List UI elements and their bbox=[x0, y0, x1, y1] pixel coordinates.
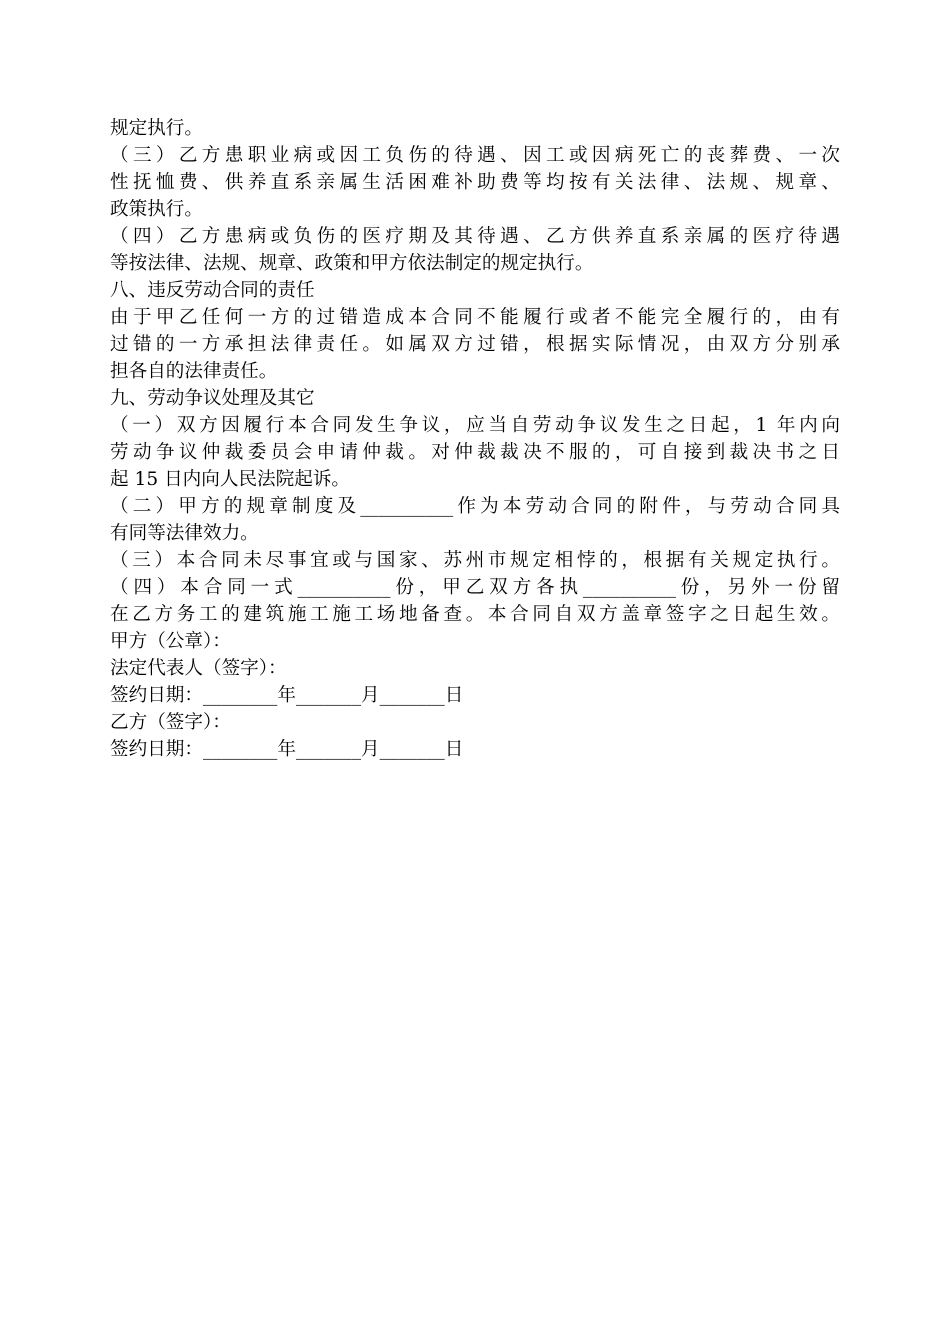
signature-party-b: 乙方（签字）： bbox=[110, 712, 231, 733]
section-heading: 九、劳动争议处理及其它 bbox=[110, 388, 315, 409]
signing-date-b: 签约日期：________年_______月_______日 bbox=[110, 739, 464, 760]
text-line: 在乙方务工的建筑施工施工场地备查。本合同自双方盖章签字之日起生效。 bbox=[110, 604, 840, 625]
signing-date-a: 签约日期：________年_______月_______日 bbox=[110, 685, 464, 706]
text-line: 担各自的法律责任。 bbox=[110, 361, 278, 382]
signature-legal-rep: 法定代表人（签字）： bbox=[110, 658, 287, 679]
text-line: （二）甲方的规章制度及__________作为本劳动合同的附件，与劳动合同具 bbox=[110, 496, 840, 517]
text-line: 性抚恤费、供养直系亲属生活困难补助费等均按有关法律、法规、规章、 bbox=[110, 172, 840, 193]
text-line: （三）本合同未尽事宜或与国家、苏州市规定相悖的，根据有关规定执行。 bbox=[110, 550, 840, 571]
document-page bbox=[110, 115, 840, 763]
section-heading: 八、违反劳动合同的责任 bbox=[110, 280, 315, 301]
text-line: （三）乙方患职业病或因工负伤的待遇、因工或因病死亡的丧葬费、一次 bbox=[110, 145, 840, 166]
text-line: 有同等法律效力。 bbox=[110, 523, 259, 544]
text-line: （四）乙方患病或负伤的医疗期及其待遇、乙方供养直系亲属的医疗待遇 bbox=[110, 226, 840, 247]
text-line: 由于甲乙任何一方的过错造成本合同不能履行或者不能完全履行的，由有 bbox=[110, 307, 840, 328]
text-line: 过错的一方承担法律责任。如属双方过错，根据实际情况，由双方分别承 bbox=[110, 334, 840, 355]
text-line: （一）双方因履行本合同发生争议，应当自劳动争议发生之日起，1 年内向 bbox=[110, 415, 840, 436]
signature-party-a: 甲方（公章）： bbox=[110, 631, 231, 652]
text-line: 规定执行。 bbox=[110, 118, 203, 139]
text-line: （四）本合同一式__________份，甲乙双方各执__________份，另外一份留 bbox=[110, 577, 840, 598]
text-line: 等按法律、法规、规章、政策和甲方依法制定的规定执行。 bbox=[110, 253, 594, 274]
text-line: 起 15 日内向人民法院起诉。 bbox=[110, 469, 351, 490]
text-line: 劳动争议仲裁委员会申请仲裁。对仲裁裁决不服的，可自接到裁决书之日 bbox=[110, 442, 840, 463]
text-line: 政策执行。 bbox=[110, 199, 203, 220]
